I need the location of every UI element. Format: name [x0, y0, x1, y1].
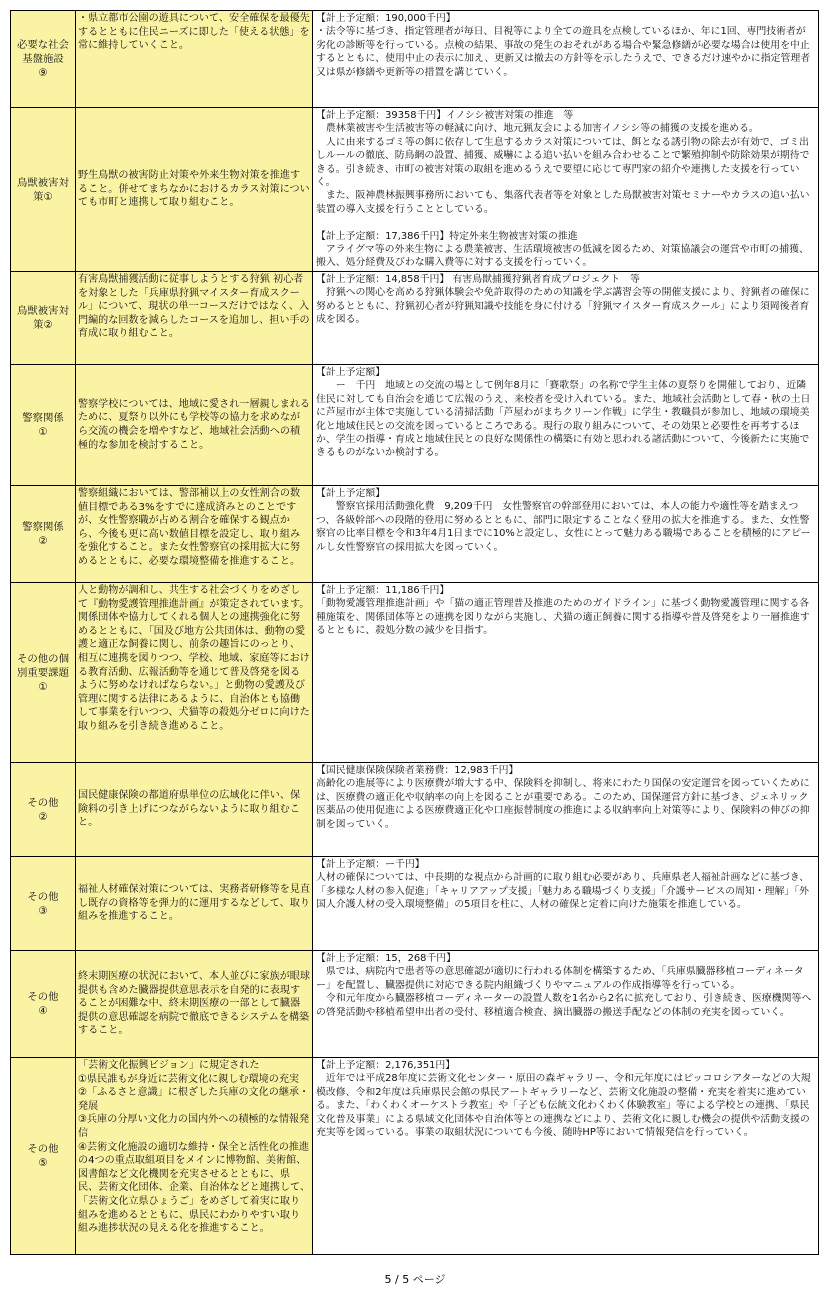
action-cell: 【計上予定額】 ー 千円 地域との交流の場として例年8月に「賽歌祭」の名称で学生主体の夏祭りを開催しており、近隣住民に対しても自治会を通じて広報のうえ、来校者を受け入れている。また、地域社会活動として春・秋の土日に芦屋市が主体で実施している清掃活動「芦屋わがまちクリーン作戦」に学生・教職員が参加し、地域の環境美化と地域住民との交流を図っているところである。現行の取り組みについて、その効果と必要性を再考するほか、学生の指導・育成と地域住民との良好な関係性の構築に有効と思われる諸活動について、今後新たに実施できるものがないか検討する。 — [313, 365, 819, 486]
category-cell: 必要な社会基盤施設 ⑨ — [11, 11, 76, 108]
request-cell: 有害鳥獣捕獲活動に従事しようとする狩猟 初心者を対象とした「兵庫県狩猟マイスター育成スクール」について、現状の単一コースだけではなく、入門編的な回数を減らしたコースを追加し、担い手の育成に取り組むこと。 — [76, 272, 313, 365]
category-cell: 鳥獣被害対策② — [11, 272, 76, 365]
request-cell: 警察組織においては、警部補以上の女性割合の数値目標である3%をすでに達成済みとのことですが、女性警察職が占める割合を確保する観点から、今後も更に高い数値目標を設定し、取り組みを強化すること。また女性警察官の採用拡大に努めるとともに、必要な環境整備を推進すること。 — [76, 486, 313, 583]
table-row — [11, 11, 819, 108]
action-cell: 【国民健康保険保険者業務費：12,983千円】 高齢化の進展等により医療費が増大する中、保険料を抑制し、将来にわたり国保の安定運営を図っていくためには、医療費の適正化や収納率の向上を図ることが重要である。このため、国保運営方針に基づき、ジェネリック医薬品の使用促進による医療費適正化や口座振替制度の推進による収納率向上対策等により、保険料の伸びの抑制を図っていく。 — [313, 763, 819, 857]
category-cell: その他 ③ — [11, 857, 76, 951]
table-row — [11, 272, 819, 365]
request-cell: ・県立都市公園の遊具について、安全確保を最優先するとともに住民ニーズに即した「使える状態」を常に維持していくこと。 — [76, 11, 313, 108]
request-cell: 警察学校については、地域に愛され一層親しまれるために、夏祭り以外にも学校等の協力を求めながら交流の機会を増やすなど、地域社会活動への積極的な参加を検討すること。 — [76, 365, 313, 486]
category-cell: その他 ⑤ — [11, 1058, 76, 1255]
table-row — [11, 365, 819, 486]
table-row — [11, 108, 819, 272]
category-cell: 鳥獣被害対策① — [11, 108, 76, 272]
request-cell: 「芸術文化振興ビジョン」に規定された ①県民誰もが身近に芸術文化に親しむ環境の充実 ②「ふるさと意識」に根ざした兵庫の文化の継承・発展 ③兵庫の分厚い文化力の国内外への積極的な情報発信 ④芸術文化施設の適切な維持・保全と活性化の推進 の4つの重点取組項目をメインに博物館、美術館、図書館など文化機関を充実させるとともに、県民、芸術文化団体、企業、自治体などと連携して、「芸術文化立県ひょうご」をめざして着実に取り組みを進めるとともに、県民にわかりやすい取り組み進捗状況の見える化を推進すること。 — [76, 1058, 313, 1255]
category-cell: 警察関係 ② — [11, 486, 76, 583]
category-cell: 警察関係 ① — [11, 365, 76, 486]
table-row — [11, 1058, 819, 1255]
action-cell: 【計上予定額：11,186千円】 「動物愛護管理推進計画」や「猫の適正管理普及推進のためのガイドライン」に基づく動物愛護管理に関する各種施策を、関係団体等との連携を図りながら実施し、犬猫の適正飼養に関する指導や普及啓発をより一層推進するとともに、殺処分数の減少を目指す。 — [313, 583, 819, 763]
category-cell: その他 ④ — [11, 951, 76, 1058]
action-cell: 【計上予定額：14,858千円】 有害鳥獣捕獲狩猟者育成プロジェクト 等 狩猟への関心を高める狩猟体験会や免許取得のための知識を学ぶ講習会等の開催支援により、狩猟者の確保に努めるとともに、狩猟初心者が狩猟知識や技能を身に付ける「狩猟マイスター育成スクール」により須岡後者育成を図る。 — [313, 272, 819, 365]
request-cell: 福祉人材確保対策については、実務者研修等を見直し既存の資格等を弾力的に運用するなどして、取り組みを推進すること。 — [76, 857, 313, 951]
action-cell: 【計上予定額：ー千円】 人材の確保については、中長期的な視点から計画的に取り組む必要があり、兵庫県老人福祉計画などに基づき、「多様な人材の参入促進」「キャリアアップ支援」「魅力ある職場づくり支援」「介護サービスの周知・理解」「外国人介護人材の受入環境整備」の5項目を柱に、人材の確保と定着に向けた施策を推進している。 — [313, 857, 819, 951]
request-table — [10, 10, 819, 1255]
request-cell: 国民健康保険の都道府県単位の広域化に伴い、保険料の引き上げにつながらないように取り組むこと。 — [76, 763, 313, 857]
action-cell: 【計上予定額：39358千円】イノシシ被害対策の推進 等 農林業被害や生活被害等の軽減に向け、地元猟友会による加害イノシシ等の捕獲の支援を進める。 人に由来するゴミ等の餌に依存して生息するカラス対策については、餌となる誘引物の除去が有効で、ゴミ出しルールの徹底、防鳥網の設置、捕獲、威嚇による追い払いを組み合わせることで繁殖抑制や防除効果が期待できる。引き続き、市町の被害対策の取組を進めるうえで要望に応じて専門家の紹介や連携した支援を行っていく。 また、阪神農林振興事務所においても、集落代表者等を対象とした鳥獣被害対策セミナーやカラスの追い払い装置の導入支援を行うこととしている。 【計上予定額：17,386千円】特定外来生物被害対策の推進 アライグマ等の外来生物による農業被害、生活環境被害の低減を図るため、対策協議会の運営や市町の捕獲、搬入、処分経費及びわな購入費等に対する支援を行っていく。 — [313, 108, 819, 272]
request-cell: 終末期医療の状況において、本人並びに家族が眼球提供も含めた臓器提供意思表示を自発的に表現することが困難な中、終末期医療の一部として臓器提供の意思確認を病院で徹底できるシステムを構築すること。 — [76, 951, 313, 1058]
action-cell: 【計上予定額】 警察官採用活動強化費 9,209千円 女性警察官の幹部登用においては、本人の能力や適性等を踏まえつつ、各級幹部への段階的登用に努めるとともに、部門に限定することなく登用の拡大を推進する。また、女性警察官の比率目標を令和3年4月1日までに10%と設定し、女性にとって魅力ある職場であることを積極的にアピールし女性警察官の採用拡大を図っていく。 — [313, 486, 819, 583]
table-row — [11, 857, 819, 951]
action-cell: 【計上予定額：15，268千円】 県では、病院内で患者等の意思確認が適切に行われる体制を構築するため、「兵庫県臓器移植コーディネーター」を配置し、臓器提供に対応できる院内組織づくりやマニュアルの作成指導等を行っている。 令和元年度から臓器移植コーディネーターの設置人数を1名から2名に拡充しており、引き続き、医療機関等への啓発活動や移植希望申出者の受付、移植適合検査、摘出臓器の搬送手配などの体制の充実を図っていく。 — [313, 951, 819, 1058]
request-cell: 野生鳥獣の被害防止対策や外来生物対策を推進すること。併せてまちなかにおけるカラス対策についても市町と連携して取り組むこと。 — [76, 108, 313, 272]
page-number: 5 / 5 ページ — [384, 1273, 446, 1286]
category-cell: その他の個別重要課題 ① — [11, 583, 76, 763]
table-row — [11, 583, 819, 763]
category-cell: その他 ② — [11, 763, 76, 857]
action-cell: 【計上予定額：190,000千円】 ・法令等に基づき、指定管理者が毎日、目視等により全ての遊具を点検しているほか、年に1回、専門技術者が劣化の診断等を行っている。点検の結果、事故の発生のおそれがある場合や緊急修繕が必要な場合は使用を中止するとともに、使用中止の表示に加え、更新又は撤去の方針等を示したうえで、できるだけ速やかに指定管理者又は県が修繕や更新等の措置を講じていく。 — [313, 11, 819, 108]
table-row — [11, 763, 819, 857]
request-cell: 人と動物が調和し、共生する社会づくりをめざして『動物愛護管理推進計画』が策定されています。関係団体や協力してくれる個人との連携強化に努めるとともに、「国及び地方公共団体は、動物の愛護と適正な飼養に関し、前条の趣旨にのっとり、相互に連携を図りつつ、学校、地域、家庭等における教育活動、広報活動等を通じて普及啓発を図るように努めなければならない。」と動物の愛護及び管理に関する法律にあるように、自治体とも協働して事業を行いつつ、犬猫等の殺処分ゼロに向けた取り組みを引き続き進めること。 — [76, 583, 313, 763]
table-row — [11, 486, 819, 583]
table-row — [11, 951, 819, 1058]
action-cell: 【計上予定額：2,176,351円】 近年では平成28年度に芸術文化センター・原田の森ギャラリー、令和元年度にはピッコロシアターなどの大規模改修、令和2年度は兵庫県民会館の県民アートギャラリーなど、芸術文化施設の整備・充実を着実に進めている。また、「わくわくオーケストラ教室」や「子ども伝統文化わくわく体験教室」等による学校との連携、「県民文化普及事業」による県域文化団体や自治体等との連携などにより、芸術文化に親しむ機会の提供や活動支援の充実等を図っている。事業の取組状況についても今後、随時HP等において情報発信を行っていく。 — [313, 1058, 819, 1255]
